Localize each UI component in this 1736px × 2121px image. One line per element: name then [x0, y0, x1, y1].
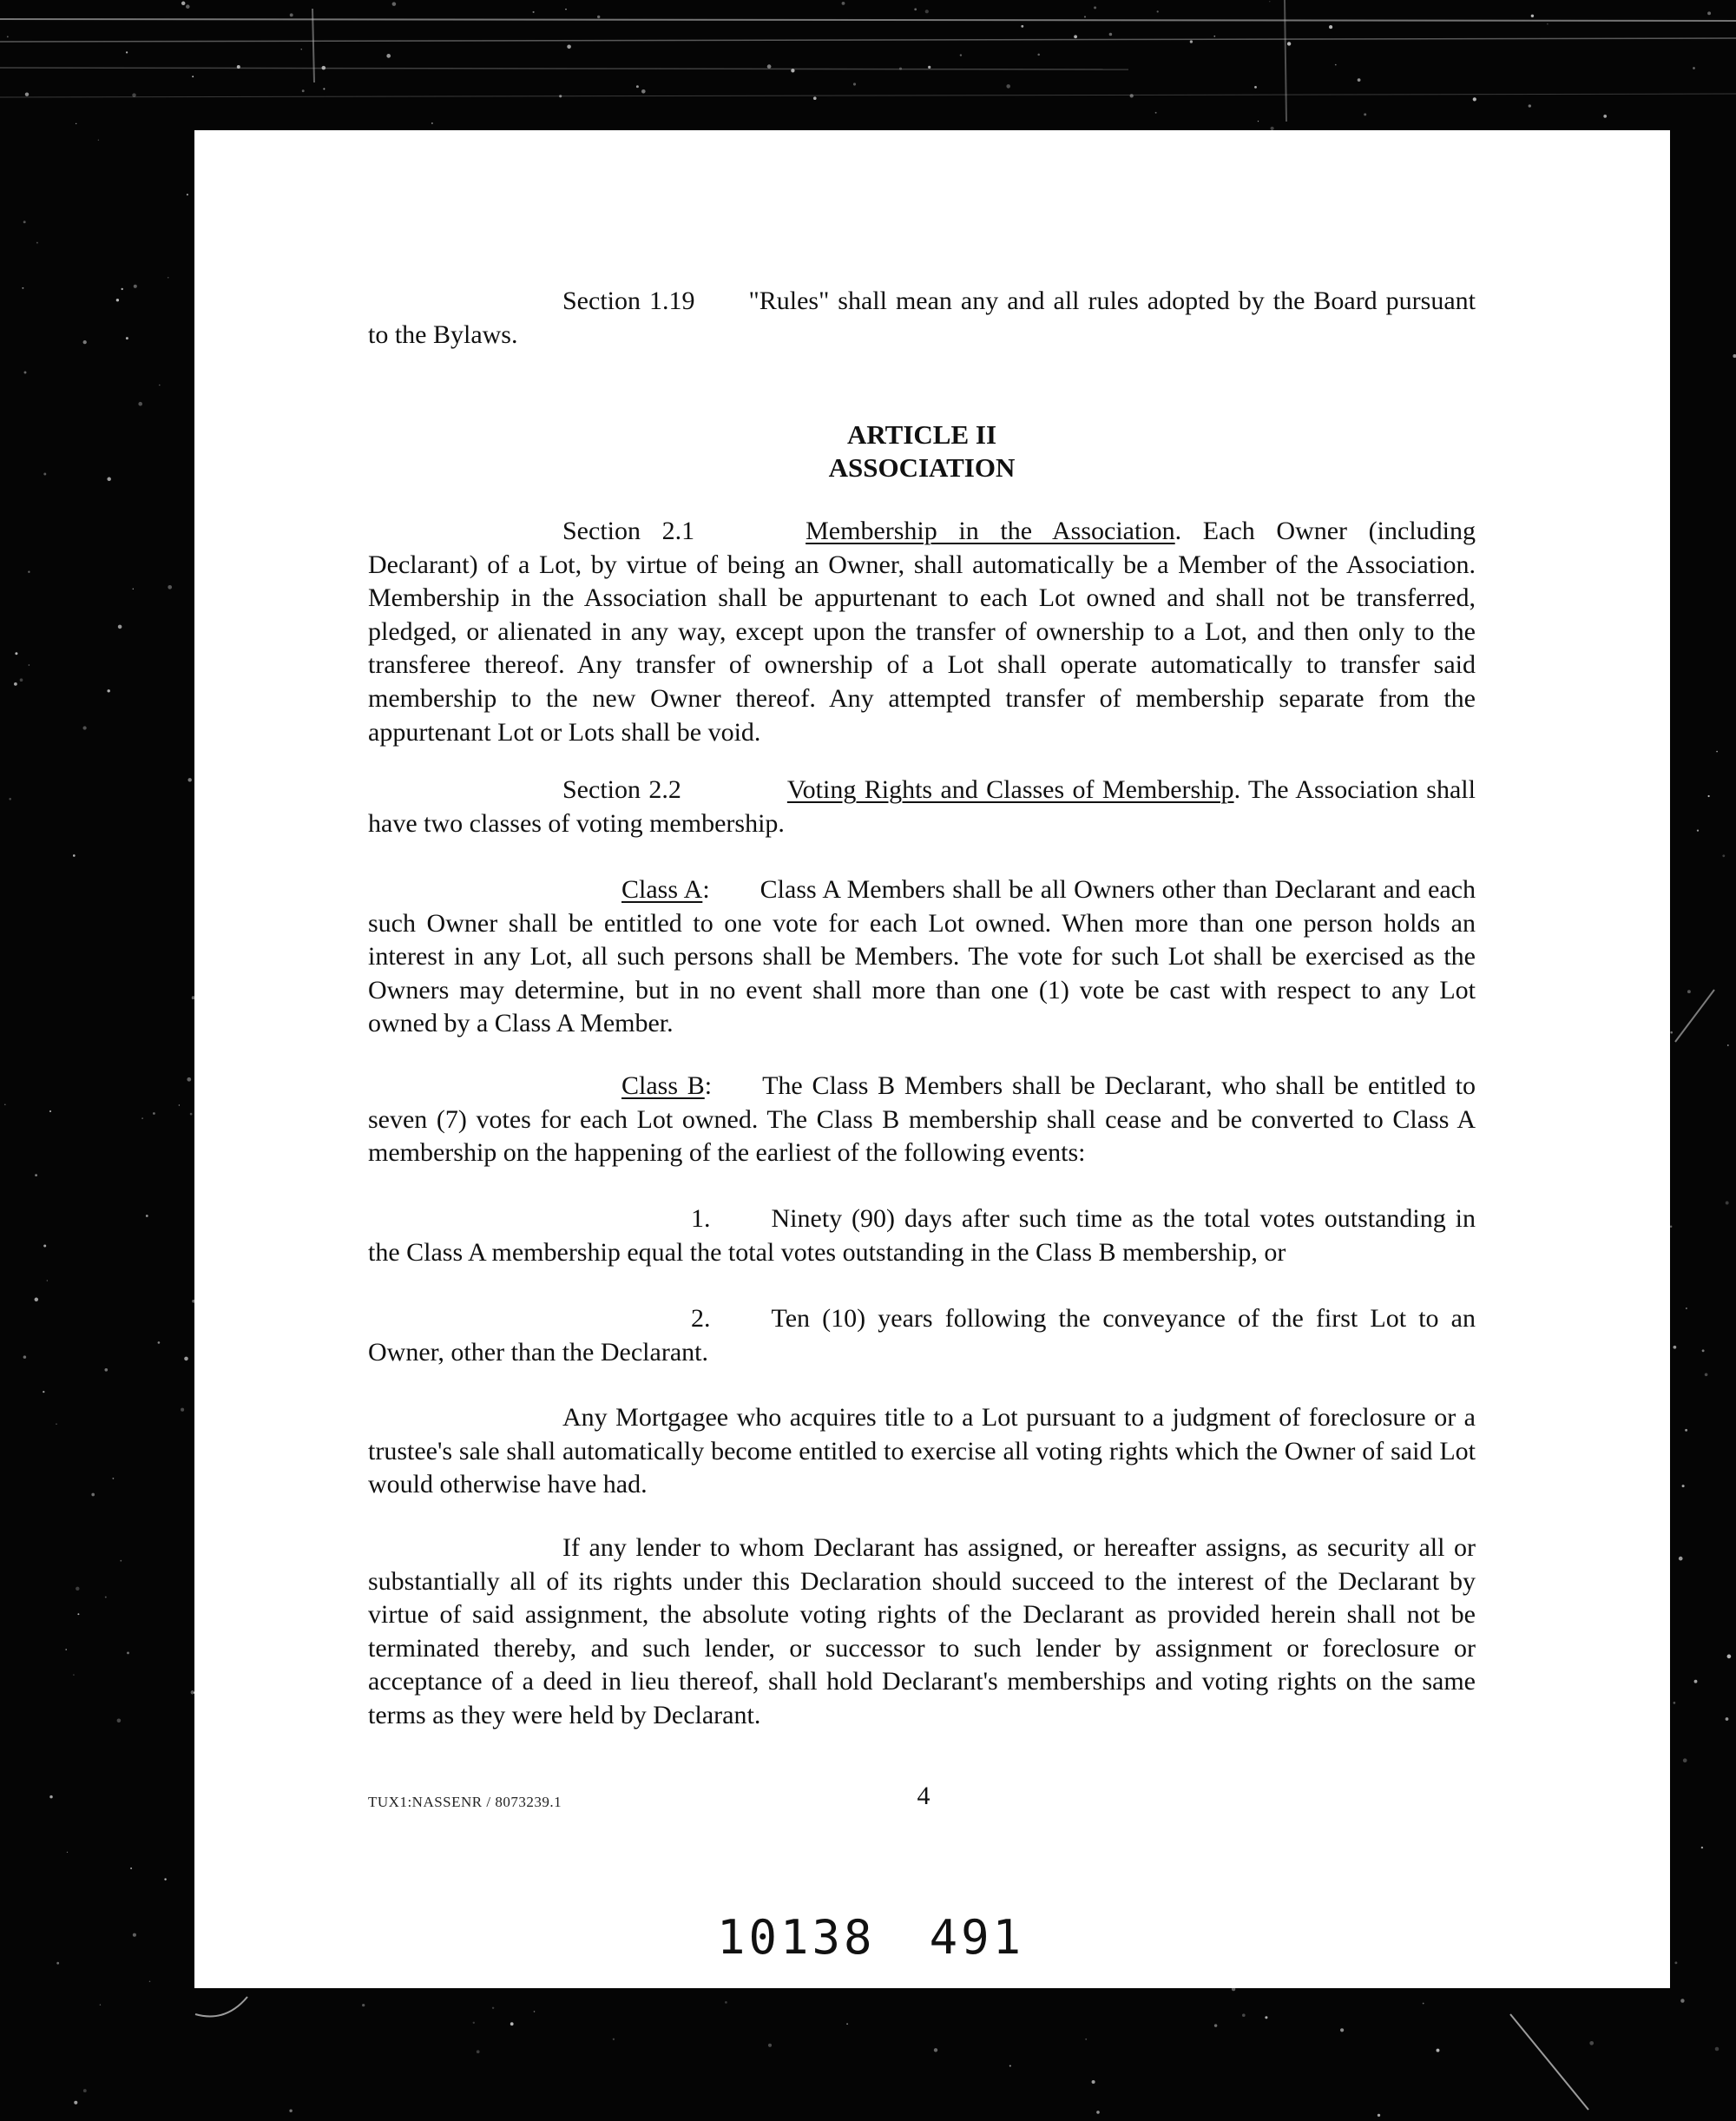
article-heading	[368, 418, 1476, 484]
event-1-number: 1.	[691, 1204, 711, 1233]
recording-stamp	[717, 1910, 1024, 1965]
section-2-1	[368, 515, 1476, 749]
class-a-colon: :	[702, 875, 710, 904]
section-2-2	[368, 774, 1476, 840]
event-2-number: 2.	[691, 1304, 711, 1333]
class-a-text: Class A Members shall be all Owners other than Declarant and each such Owner shall be entitled to one vote for each Lot owned. When more than one person holds an interest in any Lot, all such persons shall be Members. The vote for such Lot shall be exercised as the Owners may determine, but in no event shall more than one (1) vote be cast with respect to any Lot owned by a Class A Member.	[368, 875, 1476, 1038]
section-1-19-number: Section 1.19	[562, 287, 695, 315]
page-number: 4	[917, 1782, 930, 1810]
section-1-19	[368, 285, 1476, 352]
section-2-1-text: . Each Owner (including Declarant) of a Lot, by virtue of being an Owner, shall automatically be a Member of the Association. Membership in the Association shall be appurtenant to each Lot owned and shall not be transferred, pledged, or alienated in any way, except upon the transfer of ownership to a Lot, and then only to the transferee thereof. Any transfer of ownership of a Lot shall operate automatically to transfer said membership to the new Owner thereof. Any attempted transfer of membership separate from the appurtenant Lot or Lots shall be void.	[368, 517, 1476, 747]
event-2	[368, 1302, 1476, 1369]
mortgagee-text: Any Mortgagee who acquires title to a Lot pursuant to a judgment of foreclosure or a trustee's sale shall automatically become entitled to exercise all voting rights which the Owner of said Lot would otherwise have had.	[368, 1403, 1476, 1499]
article-title: ASSOCIATION	[828, 452, 1016, 483]
section-2-2-text: . The Association shall have two classes of voting membership.	[368, 775, 1476, 838]
class-a-paragraph	[368, 873, 1476, 1041]
lender-text: If any lender to whom Declarant has assigned, or hereafter assigns, as security all or substantially all of its rights under this Declaration should succeed to the interest of the Declarant by virtue of said assignment, the absolute voting rights of the Declarant as provided herein shall not be terminated thereby, and such lender, or successor to such lender by assignment or foreclosure or acceptance of a deed in lieu thereof, shall hold Declarant's memberships and voting rights on the same terms as they were held by Declarant.	[368, 1533, 1476, 1729]
class-b-colon: :	[704, 1071, 713, 1100]
class-a-label: Class A	[621, 875, 703, 904]
class-b-label: Class B	[621, 1071, 705, 1100]
class-b-text: The Class B Members shall be Declarant, who shall be entitled to seven (7) votes for each Lot owned. The Class B membership shall cease and be converted to Class A membership on the happening of the earliest of the following events:	[368, 1071, 1476, 1168]
footer-document-id: TUX1:NASSENR / 8073239.1	[368, 1794, 562, 1810]
stamp-page-number: 491	[929, 1910, 1025, 1965]
stamp-book-number: 10138	[717, 1910, 876, 1965]
class-b-paragraph	[368, 1070, 1476, 1170]
section-2-1-number: Section 2.1	[562, 517, 695, 545]
section-1-19-text: "Rules" shall mean any and all rules adopted by the Board pursuant to the Bylaws.	[368, 287, 1476, 349]
section-2-1-title: Membership in the Association	[806, 517, 1175, 545]
lender-paragraph	[368, 1531, 1476, 1733]
event-1	[368, 1202, 1476, 1269]
article-number: ARTICLE II	[846, 419, 997, 450]
event-2-text: Ten (10) years following the conveyance of the first Lot to an Owner, other than the Declarant.	[368, 1304, 1476, 1367]
event-1-text: Ninety (90) days after such time as the total votes outstanding in the Class A membership equal the total votes outstanding in the Class B membership, or	[368, 1204, 1476, 1267]
section-2-2-title: Voting Rights and Classes of Membership	[786, 775, 1234, 804]
mortgagee-paragraph	[368, 1401, 1476, 1502]
section-2-2-number: Section 2.2	[562, 775, 681, 804]
